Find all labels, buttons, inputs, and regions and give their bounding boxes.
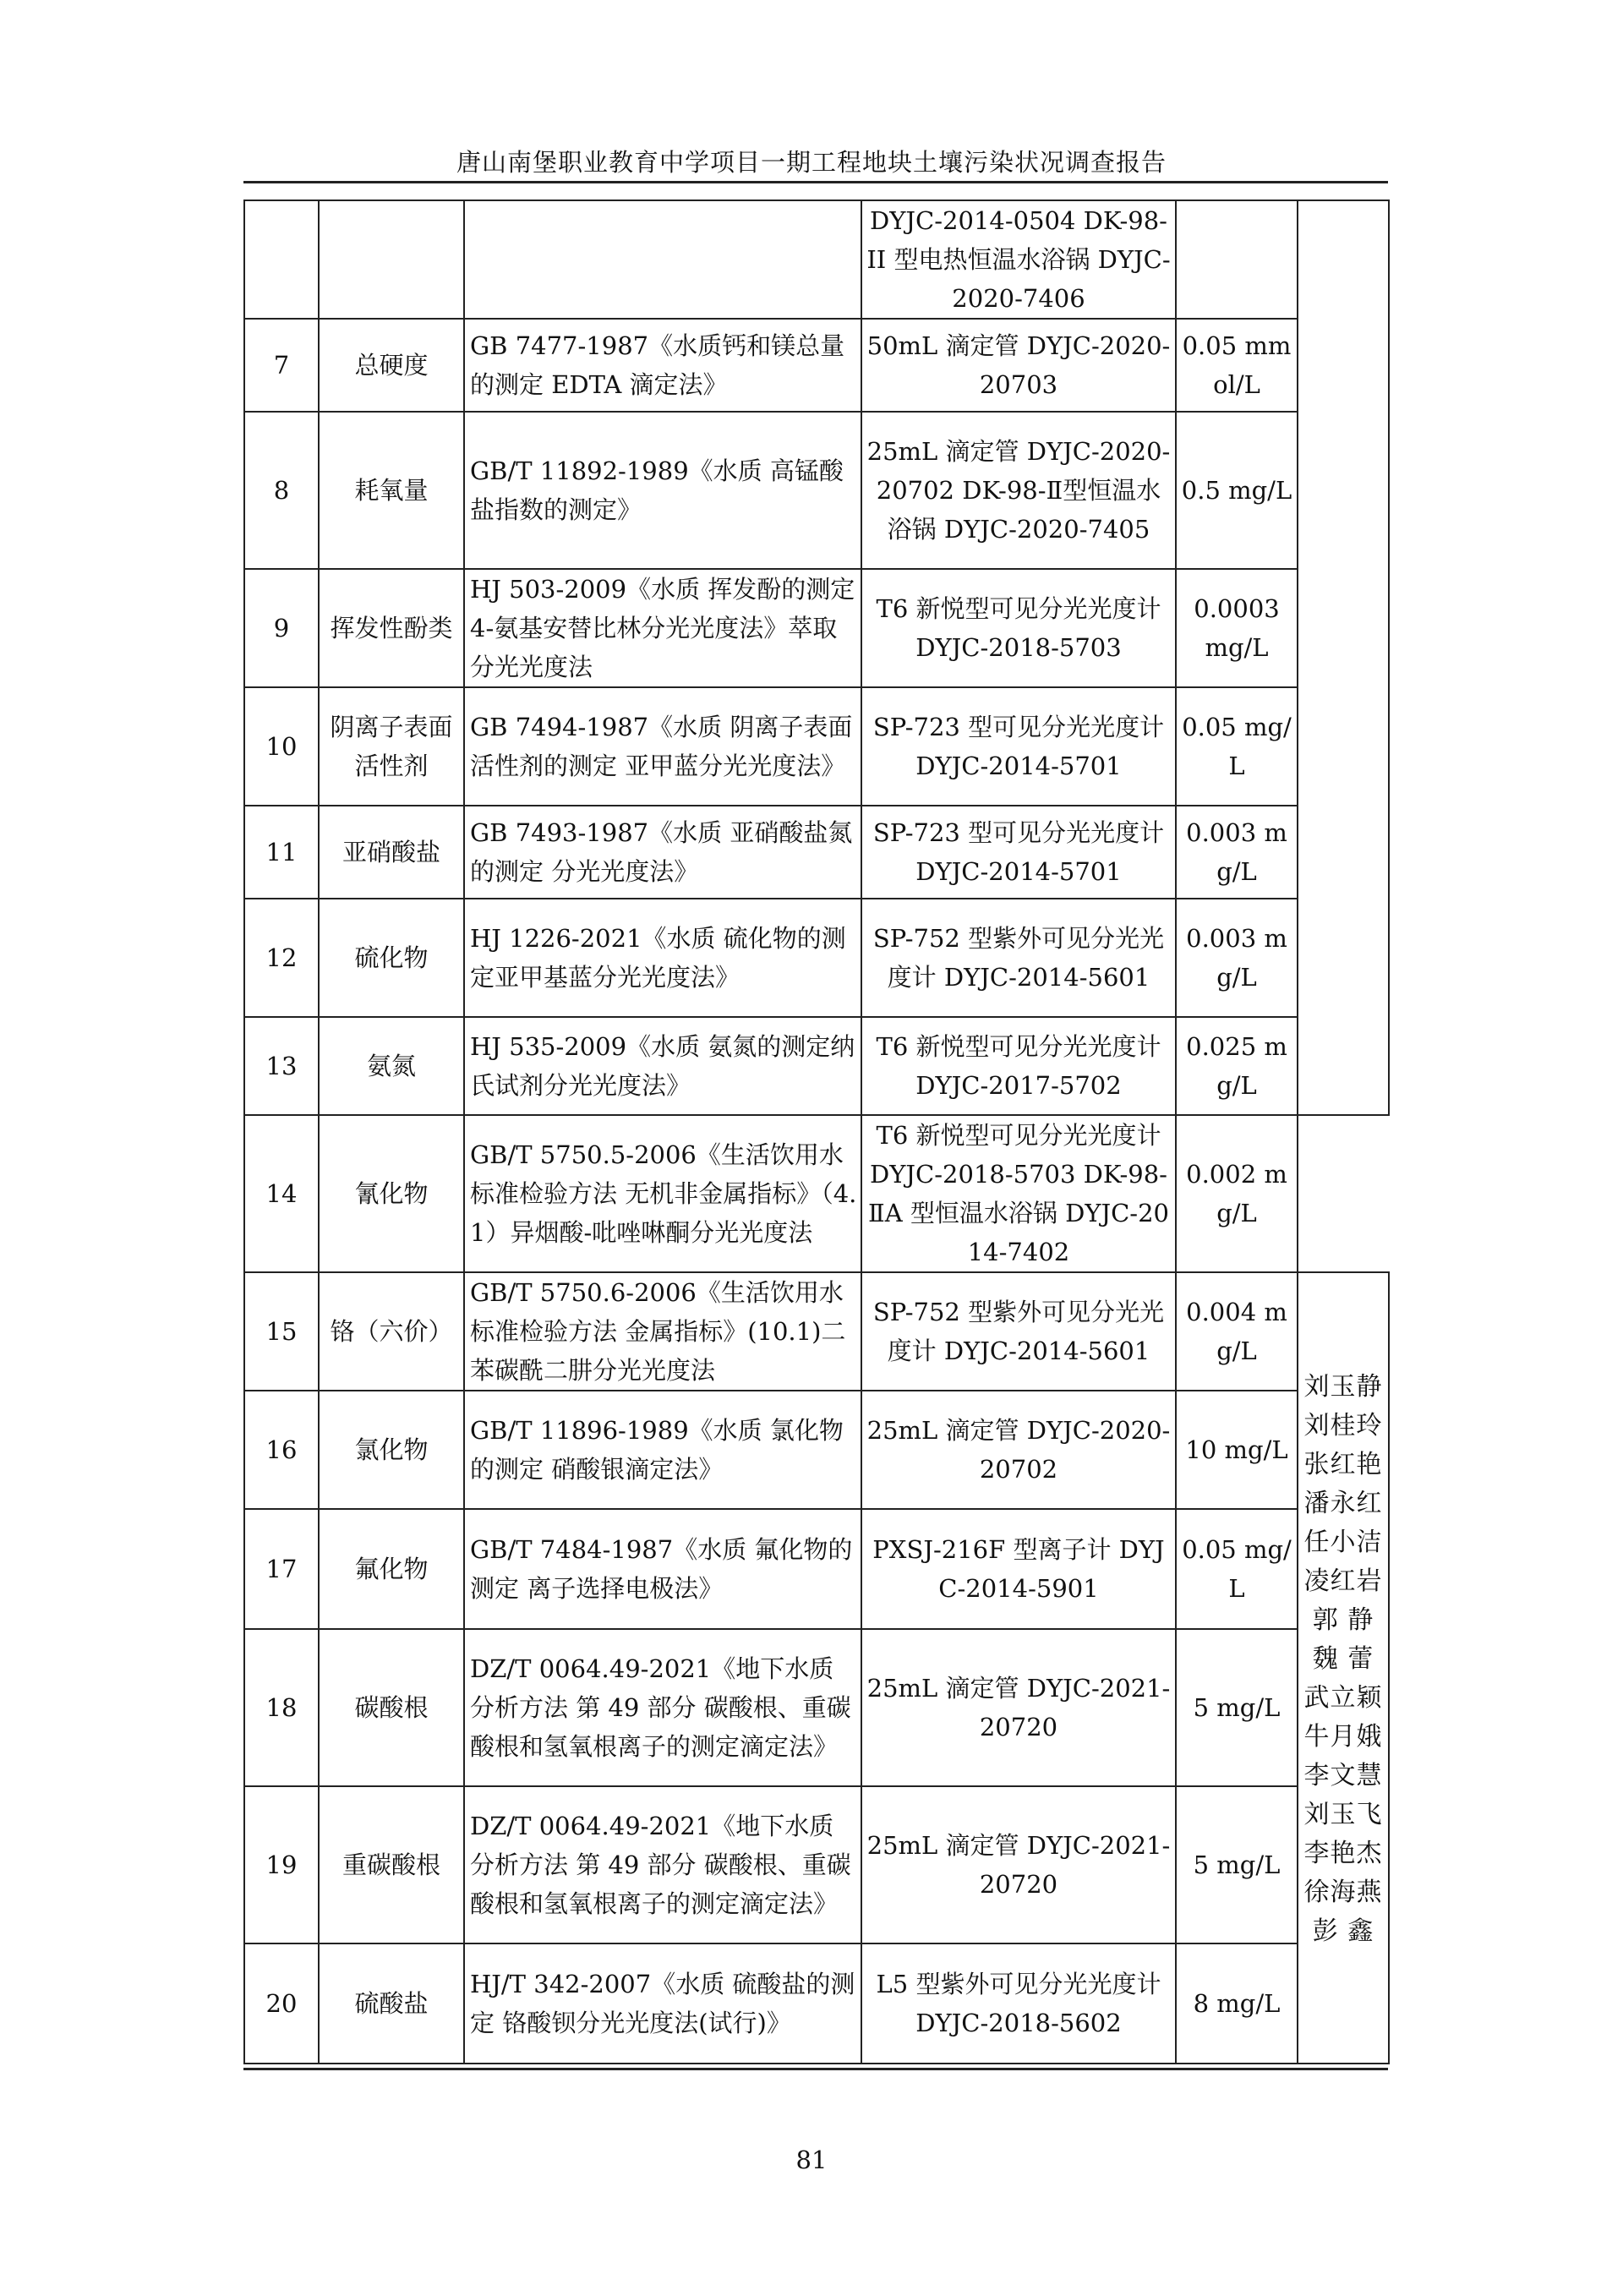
detection-limit: 0.004 mg/L <box>1176 1272 1298 1391</box>
row-number <box>244 200 319 319</box>
detection-limit: 5 mg/L <box>1176 1786 1298 1943</box>
staff-name: 李艳杰 <box>1303 1839 1383 1868</box>
test-standard: GB/T 5750.6-2006《生活饮用水标准检验方法 金属指标》(10.1)二苯碳酰二肼分光光度法 <box>464 1272 861 1391</box>
test-item: 硫酸盐 <box>319 1943 464 2064</box>
test-instrument: SP-723 型可见分光光度计 DYJC-2014-5701 <box>861 806 1176 899</box>
row-number: 20 <box>244 1943 319 2064</box>
test-item: 亚硝酸盐 <box>319 806 464 899</box>
test-item: 氟化物 <box>319 1509 464 1629</box>
test-item: 耗氧量 <box>319 412 464 569</box>
row-number: 9 <box>244 569 319 687</box>
staff-name: 魏 蕾 <box>1312 1644 1374 1674</box>
staff-name: 徐海燕 <box>1303 1878 1383 1907</box>
test-item: 重碳酸根 <box>319 1786 464 1943</box>
row-number: 10 <box>244 687 319 806</box>
test-item: 挥发性酚类 <box>319 569 464 687</box>
detection-limit: 0.002 mg/L <box>1176 1115 1298 1272</box>
test-item: 阴离子表面活性剂 <box>319 687 464 806</box>
detection-limit: 0.003 mg/L <box>1176 806 1298 899</box>
detection-limit: 0.05 mg/L <box>1176 1509 1298 1629</box>
staff-name: 彭 鑫 <box>1312 1916 1374 1946</box>
table-row <box>244 200 1389 319</box>
test-standard: DZ/T 0064.49-2021《地下水质分析方法 第 49 部分 碳酸根、重碳酸根和氢氧根离子的测定滴定法》 <box>464 1629 861 1786</box>
detection-limit: 5 mg/L <box>1176 1629 1298 1786</box>
test-instrument: L5 型紫外可见分光光度计 DYJC-2018-5602 <box>861 1943 1176 2064</box>
staff-name: 刘桂玲 <box>1303 1411 1383 1440</box>
test-standard: GB/T 11896-1989《水质 氯化物的测定 硝酸银滴定法》 <box>464 1391 861 1509</box>
test-standard: GB/T 7484-1987《水质 氟化物的测定 离子选择电极法》 <box>464 1509 861 1629</box>
table-row <box>244 1115 1389 1272</box>
test-item: 铬（六价） <box>319 1272 464 1391</box>
test-instrument: DYJC-2014-0504 DK-98-II 型电热恒温水浴锅 DYJC-2020-7406 <box>861 200 1176 319</box>
staff-name: 郭 静 <box>1312 1605 1374 1635</box>
table-row <box>244 412 1389 569</box>
row-number: 7 <box>244 319 319 412</box>
row-number: 8 <box>244 412 319 569</box>
test-item: 硫化物 <box>319 899 464 1017</box>
test-instrument: PXSJ-216F 型离子计 DYJC-2014-5901 <box>861 1509 1176 1629</box>
table-row <box>244 1509 1389 1629</box>
test-standard: GB 7493-1987《水质 亚硝酸盐氮的测定 分光光度法》 <box>464 806 861 899</box>
staff-name: 李文慧 <box>1303 1761 1383 1790</box>
detection-limit: 0.05 mmol/L <box>1176 319 1298 412</box>
test-instrument: SP-752 型紫外可见分光光度计 DYJC-2014-5601 <box>861 1272 1176 1391</box>
detection-limit: 10 mg/L <box>1176 1391 1298 1509</box>
test-standard: DZ/T 0064.49-2021《地下水质分析方法 第 49 部分 碳酸根、重碳酸根和氢氧根离子的测定滴定法》 <box>464 1786 861 1943</box>
test-standard: HJ 1226-2021《水质 硫化物的测定亚甲基蓝分光光度法》 <box>464 899 861 1017</box>
table-row <box>244 569 1389 687</box>
test-standard: GB 7477-1987《水质钙和镁总量的测定 EDTA 滴定法》 <box>464 319 861 412</box>
test-instrument: 25mL 滴定管 DYJC-2020-20702 <box>861 1391 1176 1509</box>
table-row <box>244 1629 1389 1786</box>
table-row <box>244 899 1389 1017</box>
staff-name: 凌红岩 <box>1303 1566 1383 1596</box>
test-instrument: T6 新悦型可见分光光度计 DYJC-2018-5703 <box>861 569 1176 687</box>
test-item: 氨氮 <box>319 1017 464 1115</box>
staff-name: 刘玉静 <box>1303 1372 1383 1402</box>
table-row <box>244 1943 1389 2064</box>
test-standard: HJ/T 342-2007《水质 硫酸盐的测定 铬酸钡分光光度法(试行)》 <box>464 1943 861 2064</box>
row-number: 17 <box>244 1509 319 1629</box>
test-item: 总硬度 <box>319 319 464 412</box>
table-row <box>244 319 1389 412</box>
staff-name: 张红艳 <box>1303 1450 1383 1479</box>
test-standard: GB/T 5750.5-2006《生活饮用水标准检验方法 无机非金属指标》（4.1）异烟酸-吡唑啉酮分光光度法 <box>464 1115 861 1272</box>
detection-limit: 8 mg/L <box>1176 1943 1298 2064</box>
test-methods-table <box>243 200 1390 2064</box>
test-standard: HJ 503-2009《水质 挥发酚的测定 4-氨基安替比林分光光度法》萃取分光光度法 <box>464 569 861 687</box>
header-divider <box>243 181 1388 183</box>
table-row <box>244 1786 1389 1943</box>
row-number: 13 <box>244 1017 319 1115</box>
row-number: 18 <box>244 1629 319 1786</box>
page-header-title: 唐山南堡职业教育中学项目一期工程地块土壤污染状况调查报告 <box>456 148 1167 177</box>
test-item: 碳酸根 <box>319 1629 464 1786</box>
staff-name: 牛月娥 <box>1303 1722 1383 1752</box>
test-instrument: T6 新悦型可见分光光度计 DYJC-2017-5702 <box>861 1017 1176 1115</box>
staff-name: 潘永红 <box>1303 1489 1383 1518</box>
staff-cell-upper <box>1298 200 1389 1115</box>
page-number: 81 <box>795 2146 828 2174</box>
test-instrument: T6 新悦型可见分光光度计 DYJC-2018-5703 DK-98-ⅡA 型恒温水浴锅 DYJC-2014-7402 <box>861 1115 1176 1272</box>
table-row <box>244 1272 1389 1391</box>
row-number: 19 <box>244 1786 319 1943</box>
detection-limit: 0.025 mg/L <box>1176 1017 1298 1115</box>
detection-limit: 0.5 mg/L <box>1176 412 1298 569</box>
row-number: 11 <box>244 806 319 899</box>
test-instrument: SP-723 型可见分光光度计 DYJC-2014-5701 <box>861 687 1176 806</box>
staff-name: 任小洁 <box>1303 1528 1383 1557</box>
row-number: 15 <box>244 1272 319 1391</box>
test-item: 氰化物 <box>319 1115 464 1272</box>
test-instrument: 50mL 滴定管 DYJC-2020-20703 <box>861 319 1176 412</box>
test-instrument: SP-752 型紫外可见分光光度计 DYJC-2014-5601 <box>861 899 1176 1017</box>
detection-limit: 0.003 mg/L <box>1176 899 1298 1017</box>
table-row <box>244 806 1389 899</box>
test-instrument: 25mL 滴定管 DYJC-2020-20702 DK-98-Ⅱ型恒温水浴锅 DYJC-2020-7405 <box>861 412 1176 569</box>
test-instrument: 25mL 滴定管 DYJC-2021-20720 <box>861 1786 1176 1943</box>
row-number: 16 <box>244 1391 319 1509</box>
table-row <box>244 1391 1389 1509</box>
test-standard: HJ 535-2009《水质 氨氮的测定纳氏试剂分光光度法》 <box>464 1017 861 1115</box>
staff-names-cell <box>1298 1272 1389 2064</box>
row-number: 12 <box>244 899 319 1017</box>
test-item <box>319 200 464 319</box>
detection-limit: 0.05 mg/L <box>1176 687 1298 806</box>
test-instrument: 25mL 滴定管 DYJC-2021-20720 <box>861 1629 1176 1786</box>
table-row <box>244 1017 1389 1115</box>
test-standard: GB 7494-1987《水质 阴离子表面活性剂的测定 亚甲蓝分光光度法》 <box>464 687 861 806</box>
test-standard <box>464 200 861 319</box>
test-standard: GB/T 11892-1989《水质 高锰酸盐指数的测定》 <box>464 412 861 569</box>
table-bottom-rule <box>243 2068 1388 2070</box>
row-number: 14 <box>244 1115 319 1272</box>
table-row <box>244 687 1389 806</box>
staff-name: 武立颖 <box>1303 1683 1383 1713</box>
detection-limit: 0.0003 mg/L <box>1176 569 1298 687</box>
test-item: 氯化物 <box>319 1391 464 1509</box>
staff-name: 刘玉飞 <box>1303 1800 1383 1829</box>
detection-limit <box>1176 200 1298 319</box>
